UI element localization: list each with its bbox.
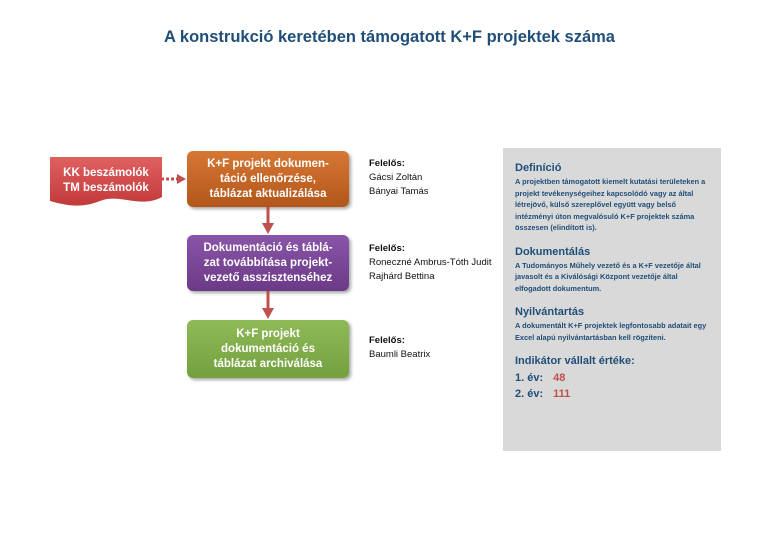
indicator-section bbox=[515, 355, 711, 402]
indicator-value: 48 bbox=[553, 372, 566, 384]
responsible-name: Baumli Beatrix bbox=[369, 349, 431, 360]
page-title: A konstrukció keretében támogatott K+F projektek száma bbox=[164, 28, 615, 46]
indicator-title: Indikátor vállalt értéke: bbox=[515, 355, 635, 367]
responsible-label: Felelős: bbox=[369, 158, 405, 169]
indicator-label: 2. év: bbox=[515, 388, 544, 400]
documentation-section bbox=[515, 246, 711, 295]
responsible-name: Gácsi Zoltán bbox=[369, 172, 423, 183]
source-documents bbox=[50, 157, 162, 206]
documentation-text: A Tudományos Műhely vezető és a K+F vezetője által javasolt és a Kiválósági Központ vezetője által elfogadott dokumentum. bbox=[515, 260, 701, 293]
responsible-step-1 bbox=[369, 157, 429, 199]
responsible-step-3 bbox=[369, 334, 430, 362]
responsible-name: Rajhárd Bettina bbox=[369, 271, 435, 282]
definition-text: A projektben támogatott kiemelt kutatási területeken a projekt tevékenységeihez kapcsolódó vagy az által létrejövő, külső szereplővel együtt vagy belső intézményi úton megvalósuló K+F projektek száma összesen (elindított is). bbox=[515, 177, 706, 232]
responsible-name: Roneczné Ambrus-Tóth Judit bbox=[369, 257, 492, 268]
responsible-name: Bányai Tamás bbox=[369, 186, 429, 197]
documentation-title: Dokumentálás bbox=[515, 245, 591, 258]
step-forward-documentation bbox=[187, 235, 349, 291]
indicator-value: 111 bbox=[553, 388, 571, 400]
dotted-arrow bbox=[160, 172, 188, 186]
down-arrow-1 bbox=[260, 207, 276, 235]
step-3-text: K+F projekt dokumentáció és táblázat archiválása bbox=[213, 327, 323, 370]
definition-title: Definíció bbox=[515, 162, 562, 174]
responsible-label: Felelős: bbox=[369, 243, 405, 254]
step-2-text: Dokumentáció és táblá- zat továbbítása projekt- vezető asszisztenséhez bbox=[203, 241, 333, 284]
responsible-step-2 bbox=[369, 242, 492, 284]
records-section bbox=[515, 306, 711, 343]
down-arrow-2 bbox=[260, 291, 276, 320]
source-line-1: KK beszámolók bbox=[63, 167, 149, 179]
info-panel bbox=[503, 148, 721, 451]
step-1-text: K+F projekt dokumen- táció ellenőrzése, táblázat aktualizálása bbox=[207, 157, 329, 200]
step-check-documentation bbox=[187, 151, 349, 207]
source-line-2: TM beszámolók bbox=[63, 182, 149, 194]
records-title: Nyilvántartás bbox=[515, 306, 585, 318]
responsible-label: Felelős: bbox=[369, 335, 405, 346]
definition-section bbox=[515, 162, 711, 234]
step-archive-documentation bbox=[187, 320, 349, 378]
indicator-row bbox=[515, 386, 711, 402]
records-text: A dokumentált K+F projektek legfontosabb adatait egy Excel alapú nyilvántartásban kell rögzíteni. bbox=[515, 321, 707, 342]
indicator-row bbox=[515, 370, 711, 386]
indicator-label: 1. év: bbox=[515, 372, 544, 384]
